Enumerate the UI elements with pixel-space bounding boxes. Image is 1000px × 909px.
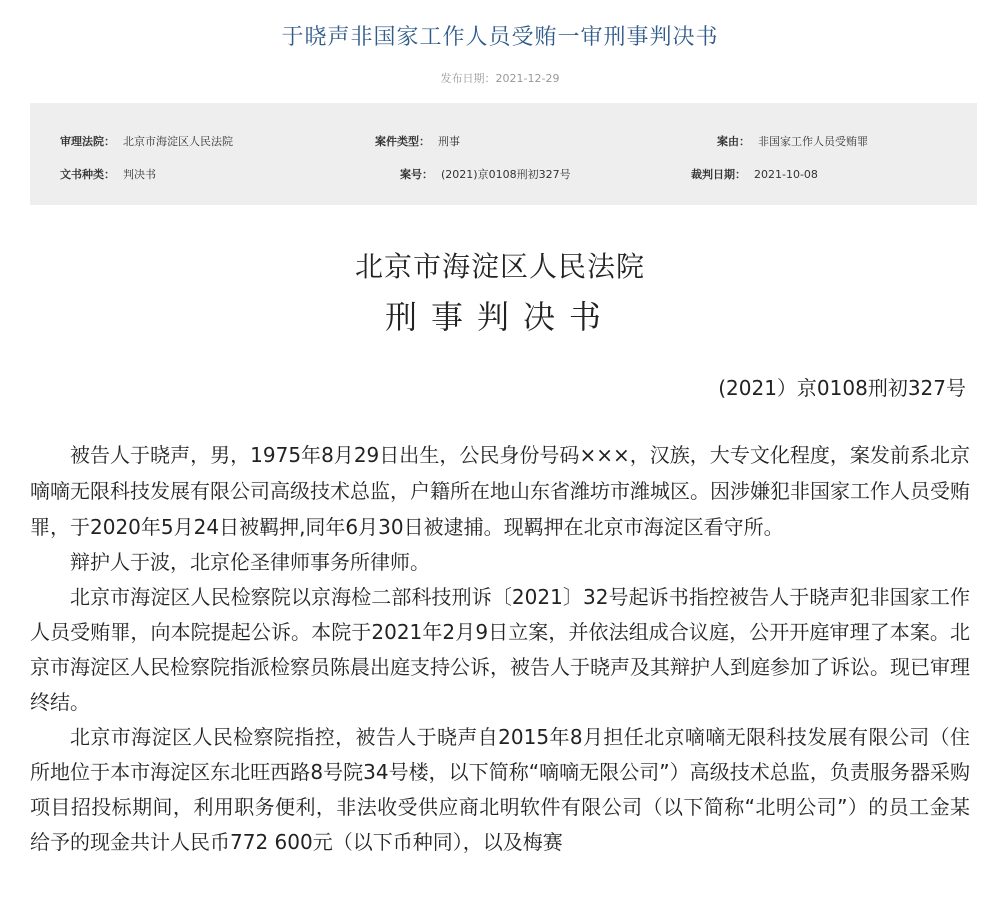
meta-cause (717, 133, 868, 149)
judgment-body (30, 437, 970, 860)
meta-court-value: 北京市海淀区人民法院 (123, 135, 233, 148)
meta-panel (30, 103, 977, 205)
meta-case-type-value: 刑事 (438, 135, 460, 148)
meta-doc-type (60, 166, 156, 182)
meta-case-type-label: 案件类型： (375, 135, 430, 148)
meta-judgment-date (691, 166, 818, 182)
case-number: (2021）京0108刑初327号 (718, 376, 966, 400)
meta-doc-type-label: 文书种类： (60, 168, 115, 181)
paragraph-defendant: 被告人于晓声，男，1975年8月29日出生，公民身份号码×××，汉族，大专文化程度，案发前系北京嘀嘀无限科技发展有限公司高级技术总监，户籍所在地山东省潍坊市潍城区。因涉嫌犯非国家工作人员受贿罪，于2020年5月24日被羁押,同年6月30日被逮捕。现羁押在北京市海淀区看守所。 (30, 443, 970, 539)
meta-doc-type-value: 判决书 (123, 168, 156, 181)
meta-case-no-value: (2021)京0108刑初327号 (441, 168, 571, 181)
meta-cause-label: 案由： (717, 135, 750, 148)
page-title: 于晓声非国家工作人员受贿一审刑事判决书 (281, 25, 719, 50)
meta-judgment-date-label: 裁判日期： (691, 168, 746, 181)
document-type-heading: 刑事判决书 (384, 298, 615, 336)
paragraph-accusation: 北京市海淀区人民检察院指控，被告人于晓声自2015年8月担任北京嘀嘀无限科技发展有限公司（住所地位于本市海淀区东北旺西路8号院34号楼，以下简称“嘀嘀无限公司”）高级技术总监，负责服务器采购项目招投标期间，利用职务便利，非法收受供应商北明软件有限公司（以下简称“北明公司”）的员工金某给予的现金共计人民币772 600元（以下币种同），以及梅赛 (30, 725, 970, 854)
paragraph-defender: 辩护人于波，北京伦圣律师事务所律师。 (70, 550, 430, 574)
meta-court (60, 133, 233, 149)
meta-case-no (400, 166, 571, 182)
meta-court-label: 审理法院： (60, 135, 115, 148)
meta-case-type (375, 133, 460, 149)
paragraph-prosecution: 北京市海淀区人民检察院以京海检二部科技刑诉〔2021〕32号起诉书指控被告人于晓声犯非国家工作人员受贿罪，向本院提起公诉。本院于2021年2月9日立案，并依法组成合议庭，公开开庭审理了本案。北京市海淀区人民检察院指派检察员陈晨出庭支持公诉，被告人于晓声及其辩护人到庭参加了诉讼。现已审理终结。 (30, 585, 970, 714)
court-name: 北京市海淀区人民法院 (354, 250, 645, 283)
publish-date: 发布日期：2021-12-29 (440, 72, 560, 85)
meta-cause-value: 非国家工作人员受贿罪 (758, 135, 868, 148)
meta-judgment-date-value: 2021-10-08 (754, 168, 818, 181)
meta-case-no-label: 案号： (400, 168, 433, 181)
